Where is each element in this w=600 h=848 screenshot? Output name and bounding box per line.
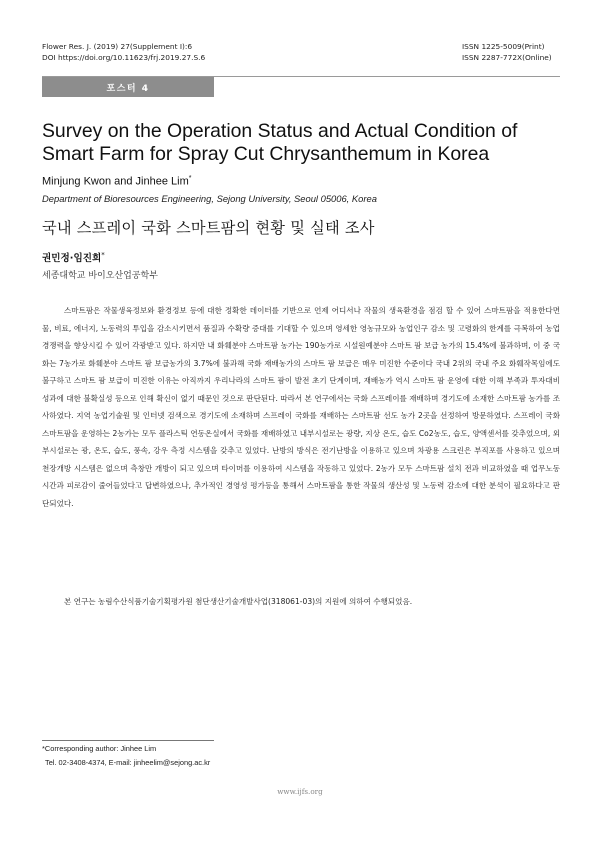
journal-volume-line: Flower Res. J. (2019) 27(Supplement I):6 [42, 42, 193, 51]
footnote-divider [42, 740, 214, 741]
poster-tag: 포스터 4 [42, 77, 214, 97]
korean-title: 국내 스프레이 국화 스마트팜의 현황 및 실태 조사 [42, 219, 375, 237]
doi-line[interactable]: DOI https://doi.org/10.11623/frj.2019.27.S.6 [42, 53, 206, 62]
contact-info: Tel. 02-3408-4374, E-mail: jinheelim@sejong.ac.kr [45, 758, 211, 767]
affiliation: Department of Bioresources Engineering, Sejong University, Seoul 05006, Korea [42, 193, 377, 204]
corresponding-mark: * [188, 175, 192, 182]
authors [42, 175, 192, 188]
corresponding-author-note: *Corresponding author: Jinhee Lim [42, 744, 157, 753]
korean-author-names: 권민정·임진희 [42, 253, 102, 264]
korean-authors [42, 250, 105, 264]
paper-title: Survey on the Operation Status and Actual Condition of Smart Farm for Spray Cut Chrysanthemum in Korea [42, 120, 518, 165]
author-names: Minjung Kwon and Jinhee Lim [42, 175, 189, 188]
issn-online: ISSN 2287-772X(Online) [462, 53, 552, 62]
korean-corresponding-mark: * [101, 250, 105, 259]
abstract-body: 스마트팜은 작물생육정보와 환경정보 등에 대한 정확한 데이터를 기반으로 언제 어디서나 작물의 생육환경을 점검 할 수 있어 스마트팜을 적용한다면 물, 비료, 에너지, 노동력의 투입을 감소시키면서 품질과 수확량 증대를 기대할 수 있으며 영세한 영농규모와 농업인구 감소 및 고령화의 한계를 극복하여 농업 경쟁력을 향상시킬 수 있어 각광받고 있다. 하지만 내 화훼분야 스마트팜 농가는 190농가로 시설원예분야 스마트 팜 보급 농가의 15.4%에 불과하며, 이 중 국화는 7농가로 화훼분야 스마트 팜 보급농가의 3.7%에 불과해 국화 재배농가의 스마트 팜 보급은 매우 미진한 수준이다 국내 2위의 국내 주요 화훼작목임에도 불구하고 스마트 팜 보급이 미진한 이유는 아직까지 우리나라의 스마트 팜이 발전 초기 단계이며, 재배농가 역시 스마트 팜 운영에 대한 이해 부족과 투자대비 성과에 대한 불확실성 등으로 인해 확신이 없기 때문인 것으로 판단된다. 따라서 본 연구에서는 국화 스프레이를 재배하며 경기도에 소재한 스마트팜 농가를 조사하였다. 지역 농업기술원 및 인터넷 검색으로 경기도에 소재하며 스프레이 국화를 재배하는 스마트팜 선도 농가 2곳을 선정하여 방문하였다. 스프레이 국화 스마트팜을 운영하는 2농가는 모두 플라스틱 연동온실에서 국화를 재배하였고 내부시설로는 광량, 지상 온도, 습도 Co2농도, 습도, 양액센서를 갖추었으며, 외부시설로는 광, 온도, 습도, 풍속, 강우 측정 시스템을 갖추고 있었다. 난방의 방식은 전기난방을 이용하고 있으며 차광용 스크린은 부직포를 사용하고 있으며 천장개방 시스템은 없으며 측창만 개방이 되고 있으며 타이머를 이용하여 시스템을 작동하고 있었다. 2농가 모두 스마트팜 설치 전과 비교하였을 때 업무노동시간과 피로감이 줄어들었다고 답변하였으나, 추가적인 경영성 평가등을 통해서 스마트팜을 통한 작물의 생산성 및 노동력 감소에 대한 분석이 필요하다고 판단되었다. [42, 306, 560, 508]
journal-citation [42, 41, 205, 63]
footer-url[interactable]: www.ijfs.org [277, 787, 323, 796]
issn-block [462, 41, 552, 63]
acknowledgment: 본 연구는 농림수산식품기술기획평가원 첨단생산기술개발사업(318061-03)의 지원에 의하여 수행되었음. [64, 597, 413, 606]
issn-print: ISSN 1225-5009(Print) [462, 42, 545, 51]
korean-affiliation: 세종대학교 바이오산업공학부 [42, 271, 158, 281]
